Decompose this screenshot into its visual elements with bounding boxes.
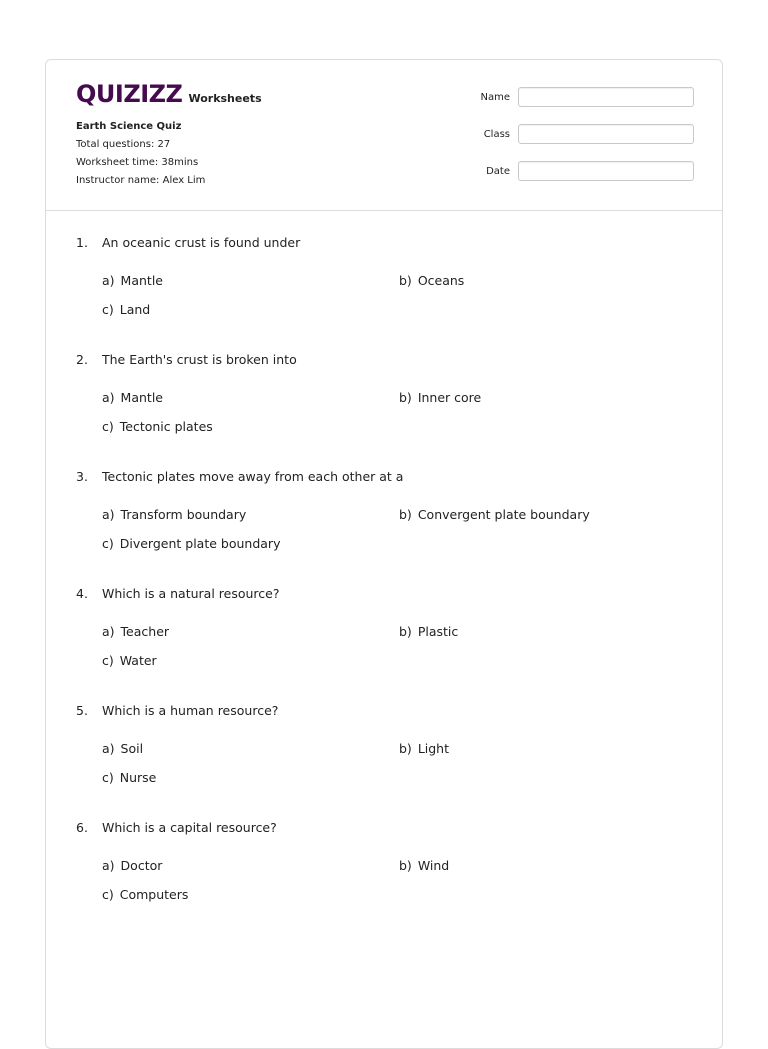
option-b: b) Wind <box>399 858 450 873</box>
class-field-row <box>464 123 694 145</box>
worksheet-time: Worksheet time: 38mins <box>76 157 199 168</box>
date-input[interactable] <box>518 161 694 181</box>
option-c: c) Water <box>102 653 157 668</box>
question-number: 3. <box>76 468 88 484</box>
quiz-info <box>76 118 205 190</box>
option-c: c) Divergent plate boundary <box>102 536 281 551</box>
option-a: a) Mantle <box>102 390 163 405</box>
question-number: 4. <box>76 585 88 601</box>
option-a: a) Doctor <box>102 858 163 873</box>
option-c: c) Tectonic plates <box>102 419 213 434</box>
question-2 <box>76 347 696 464</box>
student-fields <box>464 86 694 197</box>
question-text: An oceanic crust is found under <box>102 234 301 250</box>
question-text: Tectonic plates move away from each other at a <box>102 468 404 484</box>
question-text: The Earth's crust is broken into <box>102 351 297 367</box>
question-list <box>76 230 696 932</box>
instructor-name: Instructor name: Alex Lim <box>76 175 206 186</box>
answer-options <box>102 266 696 324</box>
question-6 <box>76 815 696 932</box>
option-b: b) Oceans <box>399 273 465 288</box>
name-field-row <box>464 86 694 108</box>
question-text: Which is a human resource? <box>102 702 279 718</box>
question-1 <box>76 230 696 347</box>
option-b: b) Plastic <box>399 624 459 639</box>
option-a: a) Soil <box>102 741 144 756</box>
date-label: Date <box>486 165 510 177</box>
option-a: a) Transform boundary <box>102 507 247 522</box>
answer-options <box>102 500 696 558</box>
question-5 <box>76 698 696 815</box>
question-number: 1. <box>76 234 88 250</box>
logo-subtitle: Worksheets <box>188 92 262 105</box>
question-number: 5. <box>76 702 88 718</box>
question-3 <box>76 464 696 581</box>
option-c: c) Land <box>102 302 151 317</box>
question-number: 2. <box>76 351 88 367</box>
quizizz-logo <box>76 80 262 108</box>
option-b: b) Light <box>399 741 450 756</box>
question-number: 6. <box>76 819 88 835</box>
answer-options <box>102 734 696 792</box>
total-questions: Total questions: 27 <box>76 139 171 150</box>
question-text: Which is a natural resource? <box>102 585 280 601</box>
option-a: a) Mantle <box>102 273 163 288</box>
worksheet-page <box>45 59 723 1049</box>
class-label: Class <box>483 128 510 140</box>
option-c: c) Computers <box>102 887 189 902</box>
name-label: Name <box>480 91 510 103</box>
option-c: c) Nurse <box>102 770 157 785</box>
answer-options <box>102 383 696 441</box>
option-a: a) Teacher <box>102 624 170 639</box>
question-4 <box>76 581 696 698</box>
logo-wordmark: QUIZIZZ <box>76 80 183 108</box>
quiz-title: Earth Science Quiz <box>76 121 182 132</box>
class-input[interactable] <box>518 124 694 144</box>
answer-options <box>102 851 696 909</box>
option-b: b) Inner core <box>399 390 482 405</box>
answer-options <box>102 617 696 675</box>
question-text: Which is a capital resource? <box>102 819 277 835</box>
name-input[interactable] <box>518 87 694 107</box>
worksheet-header <box>46 60 722 211</box>
option-b: b) Convergent plate boundary <box>399 507 590 522</box>
date-field-row <box>464 160 694 182</box>
